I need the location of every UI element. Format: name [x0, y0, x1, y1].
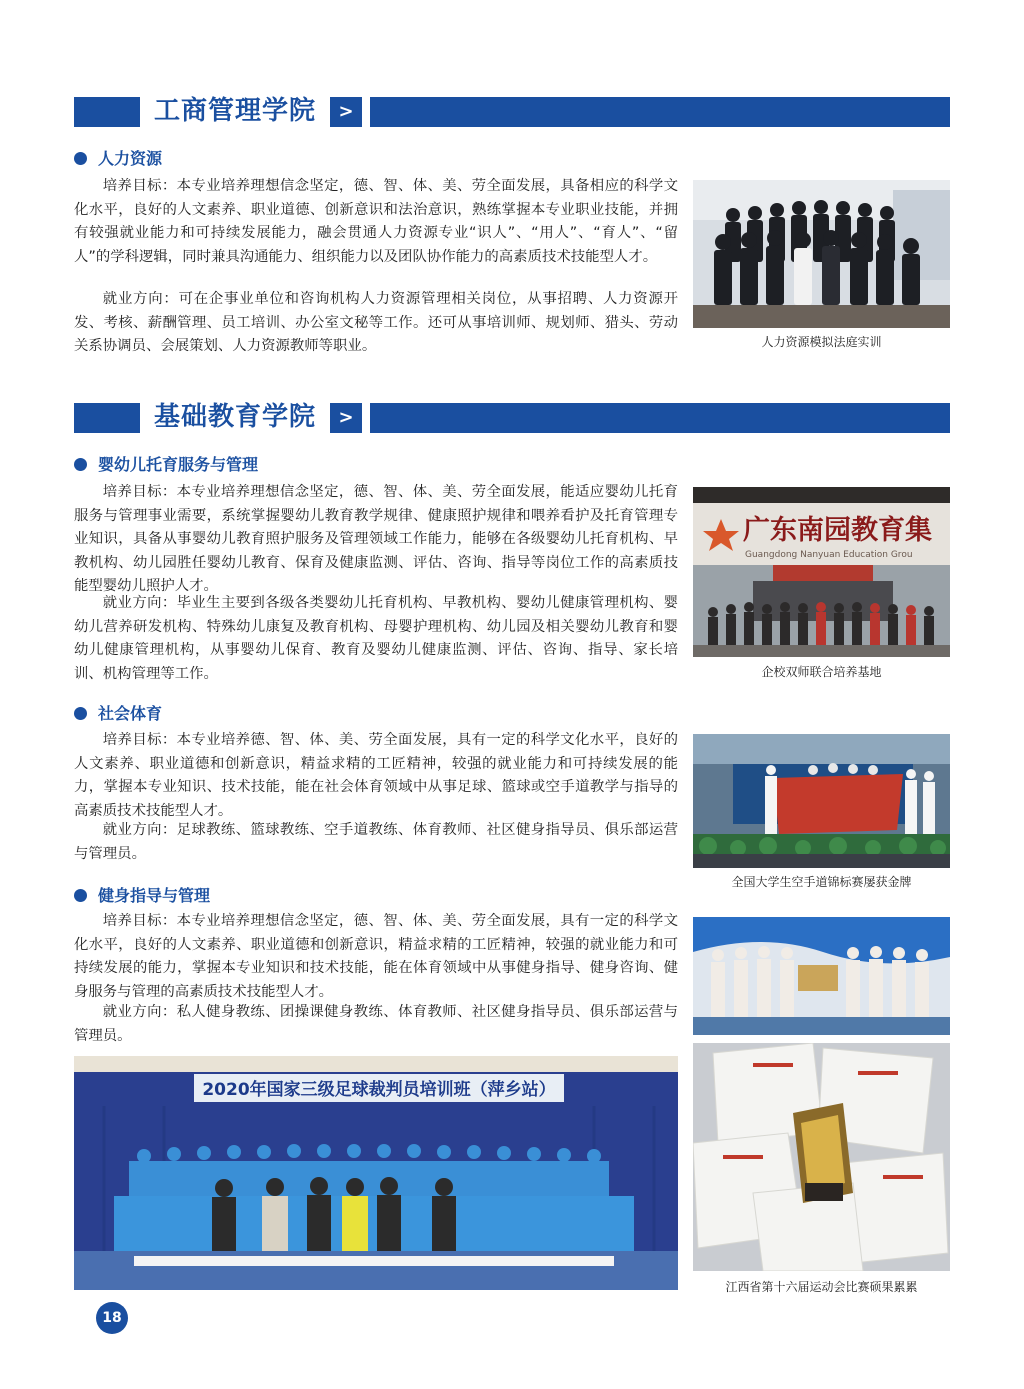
football-photo-illustration — [74, 1056, 678, 1290]
major-title: 健身指导与管理 — [98, 886, 211, 905]
school-base-photo — [693, 487, 950, 657]
hr-photo-illustration — [693, 180, 950, 328]
team-photo-illustration — [693, 917, 950, 1035]
header-bar-left — [74, 403, 140, 433]
header-bar-left — [74, 97, 140, 127]
school-sign-text: 广东南园教育集 — [743, 515, 932, 546]
team-award-photo — [693, 917, 950, 1035]
arrow-icon: > — [330, 97, 362, 127]
section-header-basic-education — [74, 403, 950, 433]
major-title: 社会体育 — [98, 704, 163, 723]
hr-career-paragraph: 就业方向：可在企事业单位和咨询机构人力资源管理相关岗位，从事招聘、人力资源开发、考核、薪酬管理、员工培训、办公室文秘等工作。还可从事培训师、规划师、猎头、劳动关系协调员、会展策划、人力资源教师等职业。 — [74, 291, 678, 355]
infant-career-paragraph: 就业方向：毕业生主要到各级各类婴幼儿托育机构、早教机构、婴幼儿健康管理机构、婴幼儿营养研发机构、特殊幼儿康复及教育机构、母婴护理机构、幼儿园及相关婴幼儿教育和婴幼儿健康管理机构，从事婴幼儿保育、教育及婴幼儿健康监测、评估、咨询、指导、家长培训、机构管理等工作。 — [74, 595, 678, 682]
fitness-goal-paragraph: 培养目标：本专业培养理想信念坚定，德、智、体、美、劳全面发展，具有一定的科学文化水平，良好的人文素养、职业道德和创新意识，精益求精的工匠精神，较强的就业能力和可持续发展的能力，掌握本专业知识和技术技能，能在体育领域中从事健身指导、健身咨询、健身服务与管理的高素质技术技能型人才。 — [74, 913, 678, 1000]
school-photo-illustration — [693, 487, 950, 657]
bullet-dot-icon — [74, 889, 87, 902]
karate-photo — [693, 734, 950, 868]
sports-career-paragraph: 就业方向：足球教练、篮球教练、空手道教练、体育教师、社区健身指导员、俱乐部运营与管理员。 — [74, 822, 678, 862]
section-header-business — [74, 97, 950, 127]
page-number: 18 — [96, 1302, 128, 1334]
hr-photo-caption: 人力资源模拟法庭实训 — [761, 335, 882, 349]
school-photo-caption: 企校双师联合培养基地 — [761, 665, 882, 679]
header-bar-right — [370, 97, 950, 127]
major-title: 人力资源 — [98, 149, 163, 168]
school-sign-en-text: Guangdong Nanyuan Education Grou — [745, 550, 913, 560]
bullet-dot-icon — [74, 707, 87, 720]
section-title: 工商管理学院 — [154, 96, 317, 126]
karate-photo-caption: 全国大学生空手道锦标赛屡获金牌 — [731, 875, 912, 889]
arrow-icon: > — [330, 403, 362, 433]
fitness-career-paragraph: 就业方向：私人健身教练、团操课健身教练、体育教师、社区健身指导员、俱乐部运营与管理员。 — [74, 1004, 678, 1044]
bullet-dot-icon — [74, 458, 87, 471]
hr-moot-court-photo — [693, 180, 950, 328]
hr-goal-paragraph: 培养目标：本专业培养理想信念坚定，德、智、体、美、劳全面发展，具备相应的科学文化水平，良好的人文素养、职业道德、创新意识和法治意识，熟练掌握本专业职业技能，并拥有较强就业能力和可持续发展能力，融会贯通人力资源专业“识人”、“用人”、“育人”、“留人”的学科逻辑，同时兼具沟通能力、组织能力以及团队协作能力的高素质技术技能型人才。 — [74, 178, 678, 265]
football-banner-text: 2020年国家三级足球裁判员培训班（萍乡站） — [202, 1080, 556, 1100]
bullet-dot-icon — [74, 152, 87, 165]
header-bar-right — [370, 403, 950, 433]
awards-certificates-photo — [693, 1043, 950, 1271]
karate-photo-illustration — [693, 734, 950, 868]
major-title: 婴幼儿托育服务与管理 — [98, 455, 259, 474]
section-title: 基础教育学院 — [154, 402, 317, 432]
awards-photo-caption: 江西省第十六届运动会比赛硕果累累 — [725, 1280, 918, 1294]
awards-photo-illustration — [693, 1043, 950, 1271]
sports-goal-paragraph: 培养目标：本专业培养德、智、体、美、劳全面发展，具有一定的科学文化水平，良好的人文素养、职业道德和创新意识，精益求精的工匠精神，较强的就业能力和可持续发展的能力，掌握本专业知识、技术技能，能在社会体育领域中从事足球、篮球或空手道教学与指导的高素质技术技能型人才。 — [74, 732, 678, 819]
football-referee-training-photo — [74, 1056, 678, 1290]
infant-goal-paragraph: 培养目标：本专业培养理想信念坚定，德、智、体、美、劳全面发展，能适应婴幼儿托育服务与管理事业需要，系统掌握婴幼儿教育教学规律、健康照护规律和喂养看护及托育管理专业知识，具备从事婴幼儿教育照护服务及管理领域工作能力，能够在各级婴幼儿托育机构、早教机构、幼儿园胜任婴幼儿教育、保育及健康监测、评估、咨询、指导等岗位工作的高素质技能型婴幼儿照护人才。 — [74, 484, 678, 595]
